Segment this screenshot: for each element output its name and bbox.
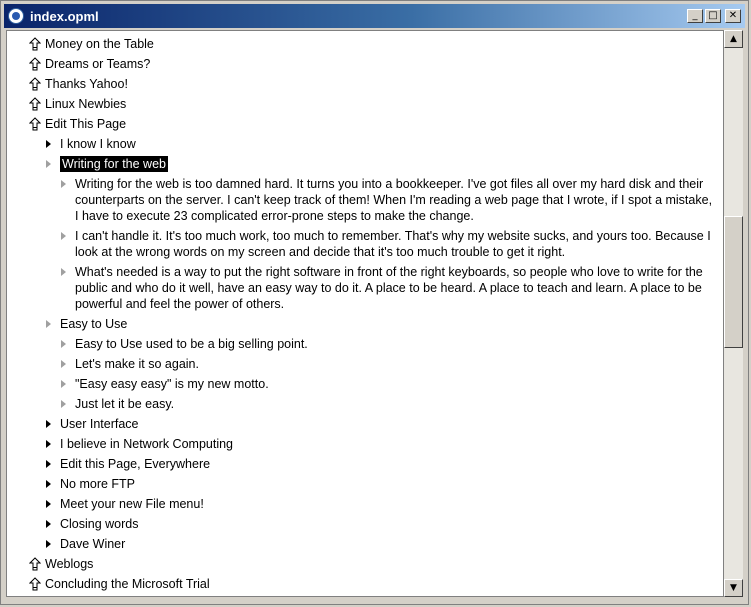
outline-item-text: Dreams or Teams? bbox=[45, 57, 151, 71]
outline-paragraph[interactable] bbox=[75, 176, 715, 224]
collapsed-triangle-icon[interactable] bbox=[46, 540, 51, 548]
outline-paragraph[interactable] bbox=[75, 264, 715, 312]
outline-item-text: "Easy easy easy" is my new motto. bbox=[75, 377, 269, 391]
collapse-up-arrow-icon[interactable] bbox=[29, 77, 41, 91]
expanded-triangle-icon[interactable] bbox=[46, 160, 51, 168]
close-button[interactable]: ✕ bbox=[725, 9, 741, 23]
outline-item-level2[interactable] bbox=[60, 416, 139, 432]
minimize-button[interactable]: _ bbox=[687, 9, 703, 23]
outline-item-level3[interactable] bbox=[75, 376, 269, 392]
outline-item-level2[interactable] bbox=[60, 436, 233, 452]
outline-item-selected[interactable] bbox=[60, 156, 168, 172]
outline-item-level1[interactable] bbox=[45, 36, 154, 52]
outline-view[interactable] bbox=[6, 30, 724, 597]
collapse-up-arrow-icon[interactable] bbox=[29, 117, 41, 131]
outline-item-text: I believe in Network Computing bbox=[60, 437, 233, 451]
outline-item-level2[interactable] bbox=[60, 536, 125, 552]
collapse-up-arrow-icon[interactable] bbox=[29, 37, 41, 51]
outline-item-level2[interactable] bbox=[60, 316, 127, 332]
outline-item-level2[interactable] bbox=[60, 136, 136, 152]
collapsed-triangle-icon[interactable] bbox=[46, 420, 51, 428]
outline-item-text: Closing words bbox=[60, 517, 139, 531]
collapse-up-arrow-icon[interactable] bbox=[29, 57, 41, 71]
window-title: index.opml bbox=[30, 8, 99, 24]
outline-item-level1[interactable] bbox=[45, 56, 150, 72]
expanded-triangle-icon[interactable] bbox=[61, 360, 66, 368]
outline-item-level3[interactable] bbox=[75, 396, 174, 412]
outline-item-level1[interactable] bbox=[45, 116, 126, 132]
expanded-triangle-icon[interactable] bbox=[61, 380, 66, 388]
outline-item-text: I can't handle it. It's too much work, too much to remember. That's why my website sucks, and yours too. Because I look at the wrong words on my screen and decide that it's too much trouble to get it right. bbox=[75, 229, 711, 259]
outline-item-text: Easy to Use bbox=[60, 317, 128, 331]
collapsed-triangle-icon[interactable] bbox=[46, 460, 51, 468]
collapse-up-arrow-icon[interactable] bbox=[29, 97, 41, 111]
outline-item-text: Just let it be easy. bbox=[75, 397, 175, 411]
outline-paragraph[interactable] bbox=[75, 228, 715, 260]
outline-item-level3[interactable] bbox=[75, 336, 308, 352]
outline-item-text: Concluding the Microsoft Trial bbox=[45, 577, 210, 591]
outline-item-level2[interactable] bbox=[60, 476, 135, 492]
outline-item-level1[interactable] bbox=[45, 96, 126, 112]
expanded-triangle-icon[interactable] bbox=[61, 340, 66, 348]
outline-item-text: Writing for the web bbox=[62, 157, 166, 171]
expanded-triangle-icon[interactable] bbox=[61, 232, 66, 240]
outline-item-text: Writing for the web is too damned hard. It turns you into a bookkeeper. I've got files all over my hard disk and their counterparts on the server. I can't keep track of them! When I'm reading a web page that I wrote, if I spot a mistake, I have to execute 23 complicated error-prone steps to make the change. bbox=[75, 177, 713, 223]
app-icon bbox=[8, 8, 24, 24]
outline-item-text: Let's make it so again. bbox=[75, 357, 199, 371]
scroll-thumb[interactable] bbox=[724, 216, 743, 348]
outline-item-text: Weblogs bbox=[45, 557, 94, 571]
outline-item-level2[interactable] bbox=[60, 456, 210, 472]
vertical-scrollbar[interactable] bbox=[724, 30, 743, 597]
outline-item-text: Money on the Table bbox=[45, 37, 154, 51]
title-bar[interactable] bbox=[4, 4, 745, 28]
collapse-up-arrow-icon[interactable] bbox=[29, 557, 41, 571]
outline-item-level3[interactable] bbox=[75, 356, 199, 372]
outline-item-level2[interactable] bbox=[60, 496, 204, 512]
maximize-button[interactable]: □ bbox=[705, 9, 721, 23]
collapsed-triangle-icon[interactable] bbox=[46, 440, 51, 448]
collapse-up-arrow-icon[interactable] bbox=[29, 577, 41, 591]
outline-item-text: Easy to Use used to be a big selling point. bbox=[75, 337, 308, 351]
outline-item-level2[interactable] bbox=[60, 516, 139, 532]
outline-item-text: User Interface bbox=[60, 417, 139, 431]
scroll-up-button[interactable]: ▲ bbox=[724, 30, 743, 48]
outline-item-text: Meet your new File menu! bbox=[60, 497, 204, 511]
outline-item-level1[interactable] bbox=[45, 556, 93, 572]
outline-item-text: Dave Winer bbox=[60, 537, 126, 551]
outline-item-text: Edit This Page bbox=[45, 117, 127, 131]
outline-item-text: No more FTP bbox=[60, 477, 136, 491]
expanded-triangle-icon[interactable] bbox=[61, 180, 66, 188]
expanded-triangle-icon[interactable] bbox=[61, 268, 66, 276]
scroll-down-button[interactable]: ▼ bbox=[724, 579, 743, 597]
collapsed-triangle-icon[interactable] bbox=[46, 520, 51, 528]
expanded-triangle-icon[interactable] bbox=[61, 400, 66, 408]
outline-item-text: Linux Newbies bbox=[45, 97, 127, 111]
outline-item-text: Edit this Page, Everywhere bbox=[60, 457, 211, 471]
collapsed-triangle-icon[interactable] bbox=[46, 480, 51, 488]
collapsed-triangle-icon[interactable] bbox=[46, 500, 51, 508]
outline-item-level1[interactable] bbox=[45, 576, 210, 592]
outline-item-text: I know I know bbox=[60, 137, 136, 151]
collapsed-triangle-icon[interactable] bbox=[46, 140, 51, 148]
outline-item-text: What's needed is a way to put the right software in front of the right keyboards, so people who love to write for the public and who do it well, have an easy way to do it. A place to be heard. A place to teach and learn. A place to be powerful and feel the power of others. bbox=[75, 265, 703, 311]
outline-item-level1[interactable] bbox=[45, 76, 128, 92]
outline-item-text: Thanks Yahoo! bbox=[45, 77, 128, 91]
expanded-triangle-icon[interactable] bbox=[46, 320, 51, 328]
